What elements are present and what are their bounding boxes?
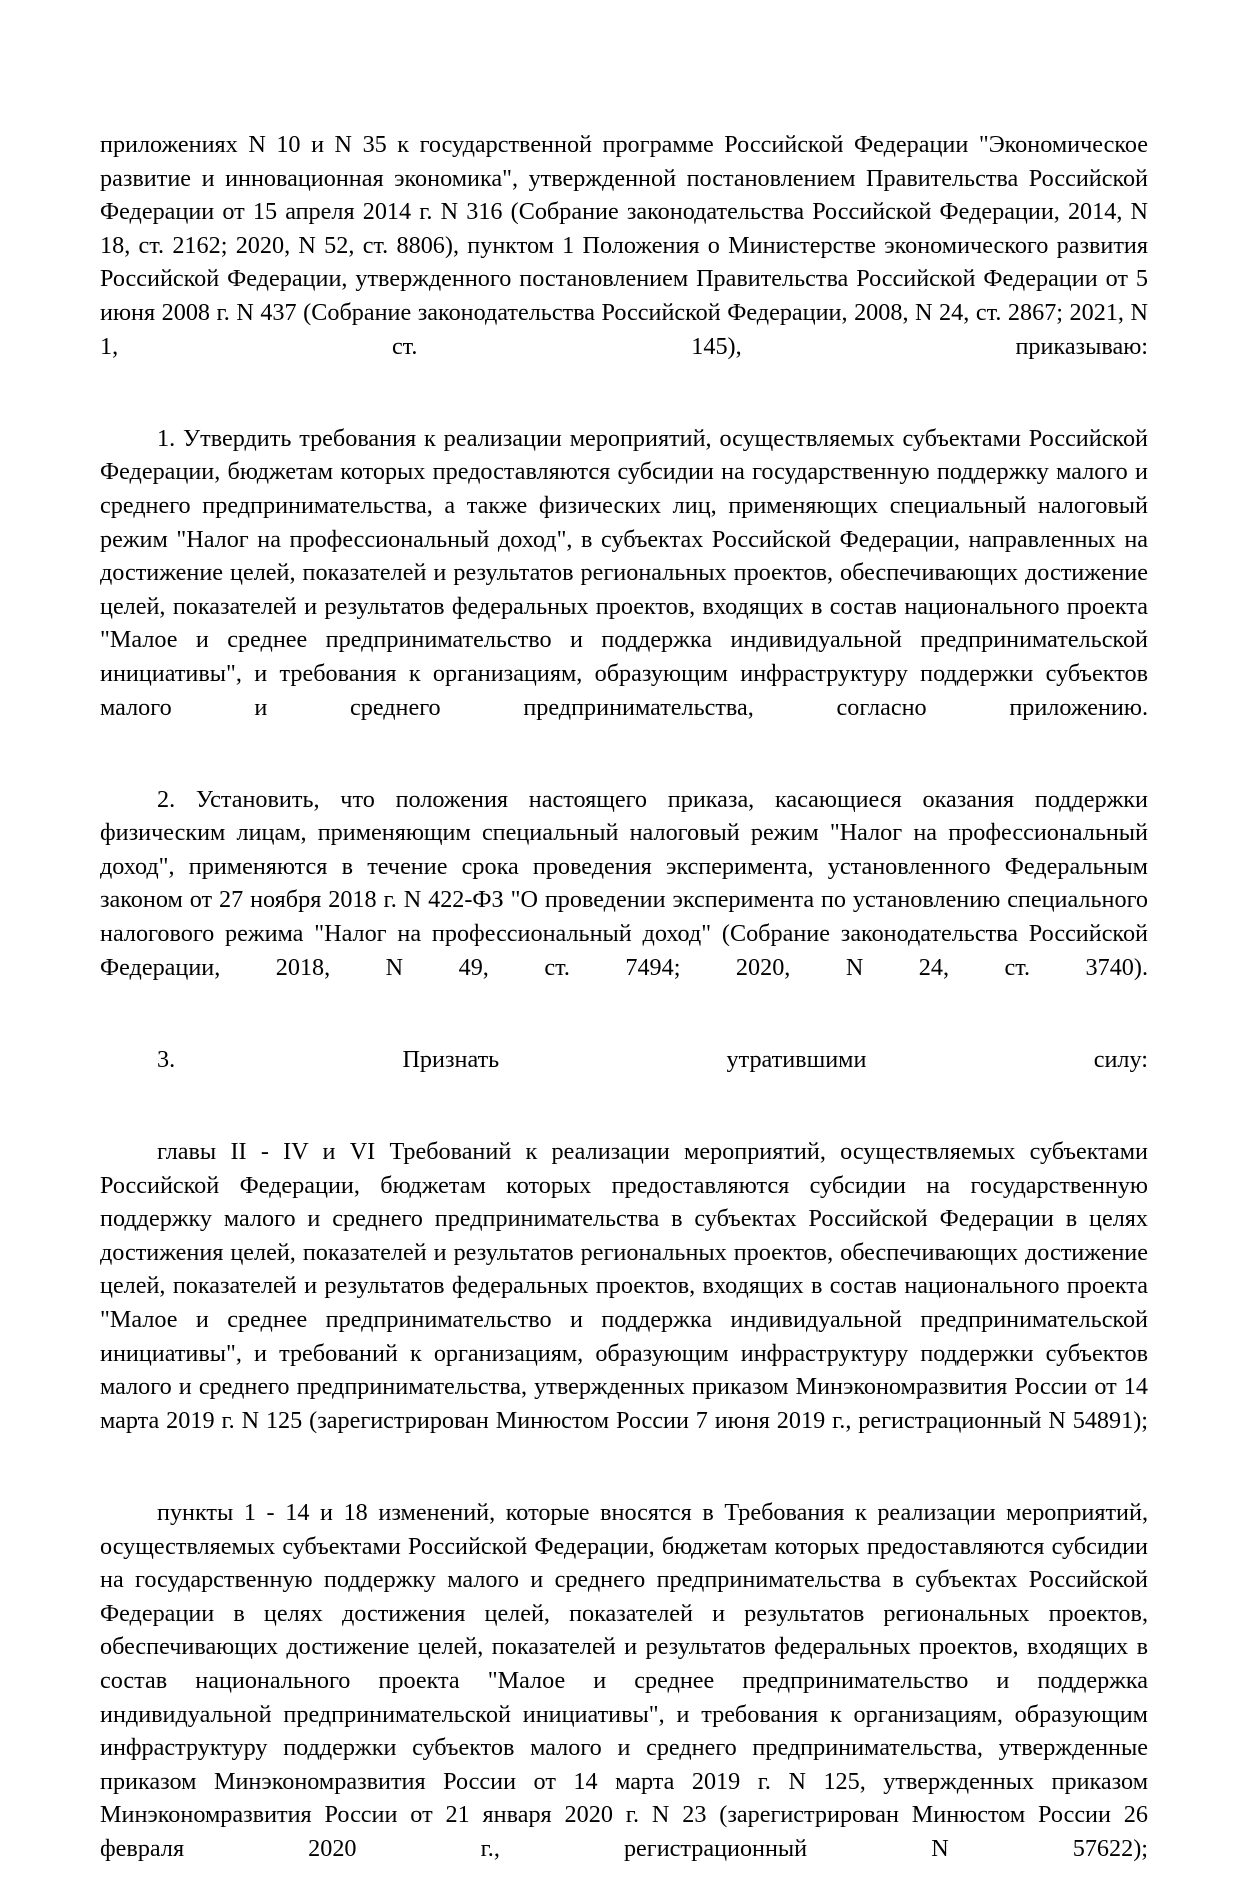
document-text-body: [100, 128, 1148, 1899]
paragraph-item-3-subclause-a: главы II - IV и VI Требований к реализации мероприятий, осуществляемых субъектами Российской Федерации, бюджетам которых предоставляются субсидии на государственную поддержку малого и среднего предпринимательства в субъектах Российской Федерации в целях достижения целей, показателей и результатов региональных проектов, обеспечивающих достижение целей, показателей и результатов федеральных проектов, входящих в состав национального проекта "Малое и среднее предпринимательство и поддержка индивидуальной предпринимательской инициативы", и требований к организациям, образующим инфраструктуру поддержки субъектов малого и среднего предпринимательства, утвержденных приказом Минэкономразвития России от 14 марта 2019 г. N 125 (зарегистрирован Минюстом России 7 июня 2019 г., регистрационный N 54891);: [100, 1138, 1148, 1434]
paragraph-item-2: 2. Установить, что положения настоящего приказа, касающиеся оказания поддержки физическим лицам, применяющим специальный налоговый режим "Налог на профессиональный доход", применяются в течение срока проведения эксперимента, установленного Федеральным законом от 27 ноября 2018 г. N 422-ФЗ "О проведении эксперимента по установлению специального налогового режима "Налог на профессиональный доход" (Собрание законодательства Российской Федерации, 2018, N 49, ст. 7494; 2020, N 24, ст. 3740).: [100, 785, 1148, 981]
paragraph-item-3: 3. Признать утратившими силу:: [157, 1045, 1148, 1073]
paragraph-item-1: 1. Утвердить требования к реализации мероприятий, осуществляемых субъектами Российской Федерации, бюджетам которых предоставляются субсидии на государственную поддержку малого и среднего предпринимательства, а также физических лиц, применяющих специальный налоговый режим "Налог на профессиональный доход", в субъектах Российской Федерации, направленных на достижение целей, показателей и результатов региональных проектов, обеспечивающих достижение целей, показателей и результатов федеральных проектов, входящих в состав национального проекта "Малое и среднее предпринимательство и поддержка индивидуальной предпринимательской инициативы", и требования к организациям, образующим инфраструктуру поддержки субъектов малого и среднего предпринимательства, согласно приложению.: [100, 424, 1148, 721]
paragraph-item-3-subclause-b: пункты 1 - 14 и 18 изменений, которые вносятся в Требования к реализации мероприятий, осуществляемых субъектами Российской Федерации, бюджетам которых предоставляются субсидии на государственную поддержку малого и среднего предпринимательства в субъектах Российской Федерации в целях достижения целей, показателей и результатов региональных проектов, обеспечивающих достижение целей, показателей и результатов федеральных проектов, входящих в состав национального проекта "Малое и среднее предпринимательство и поддержка индивидуальной предпринимательской инициативы", и требования к организациям, образующим инфраструктуру поддержки субъектов малого и среднего предпринимательства, утвержденные приказом Минэкономразвития России от 14 марта 2019 г. N 125, утвержденных приказом Минэкономразвития России от 21 января 2020 г. N 23 (зарегистрирован Минюстом России 26 февраля 2020 г., регистрационный N 57622);: [100, 1498, 1148, 1862]
paragraph-preamble: приложениях N 10 и N 35 к государственной программе Российской Федерации "Экономическое развитие и инновационная экономика", утвержденной постановлением Правительства Российской Федерации от 15 апреля 2014 г. N 316 (Собрание законодательства Российской Федерации, 2014, N 18, ст. 2162; 2020, N 52, ст. 8806), пунктом 1 Положения о Министерстве экономического развития Российской Федерации, утвержденного постановлением Правительства Российской Федерации от 5 июня 2008 г. N 437 (Собрание законодательства Российской Федерации, 2008, N 24, ст. 2867; 2021, N 1, ст. 145), приказываю:: [100, 131, 1148, 360]
